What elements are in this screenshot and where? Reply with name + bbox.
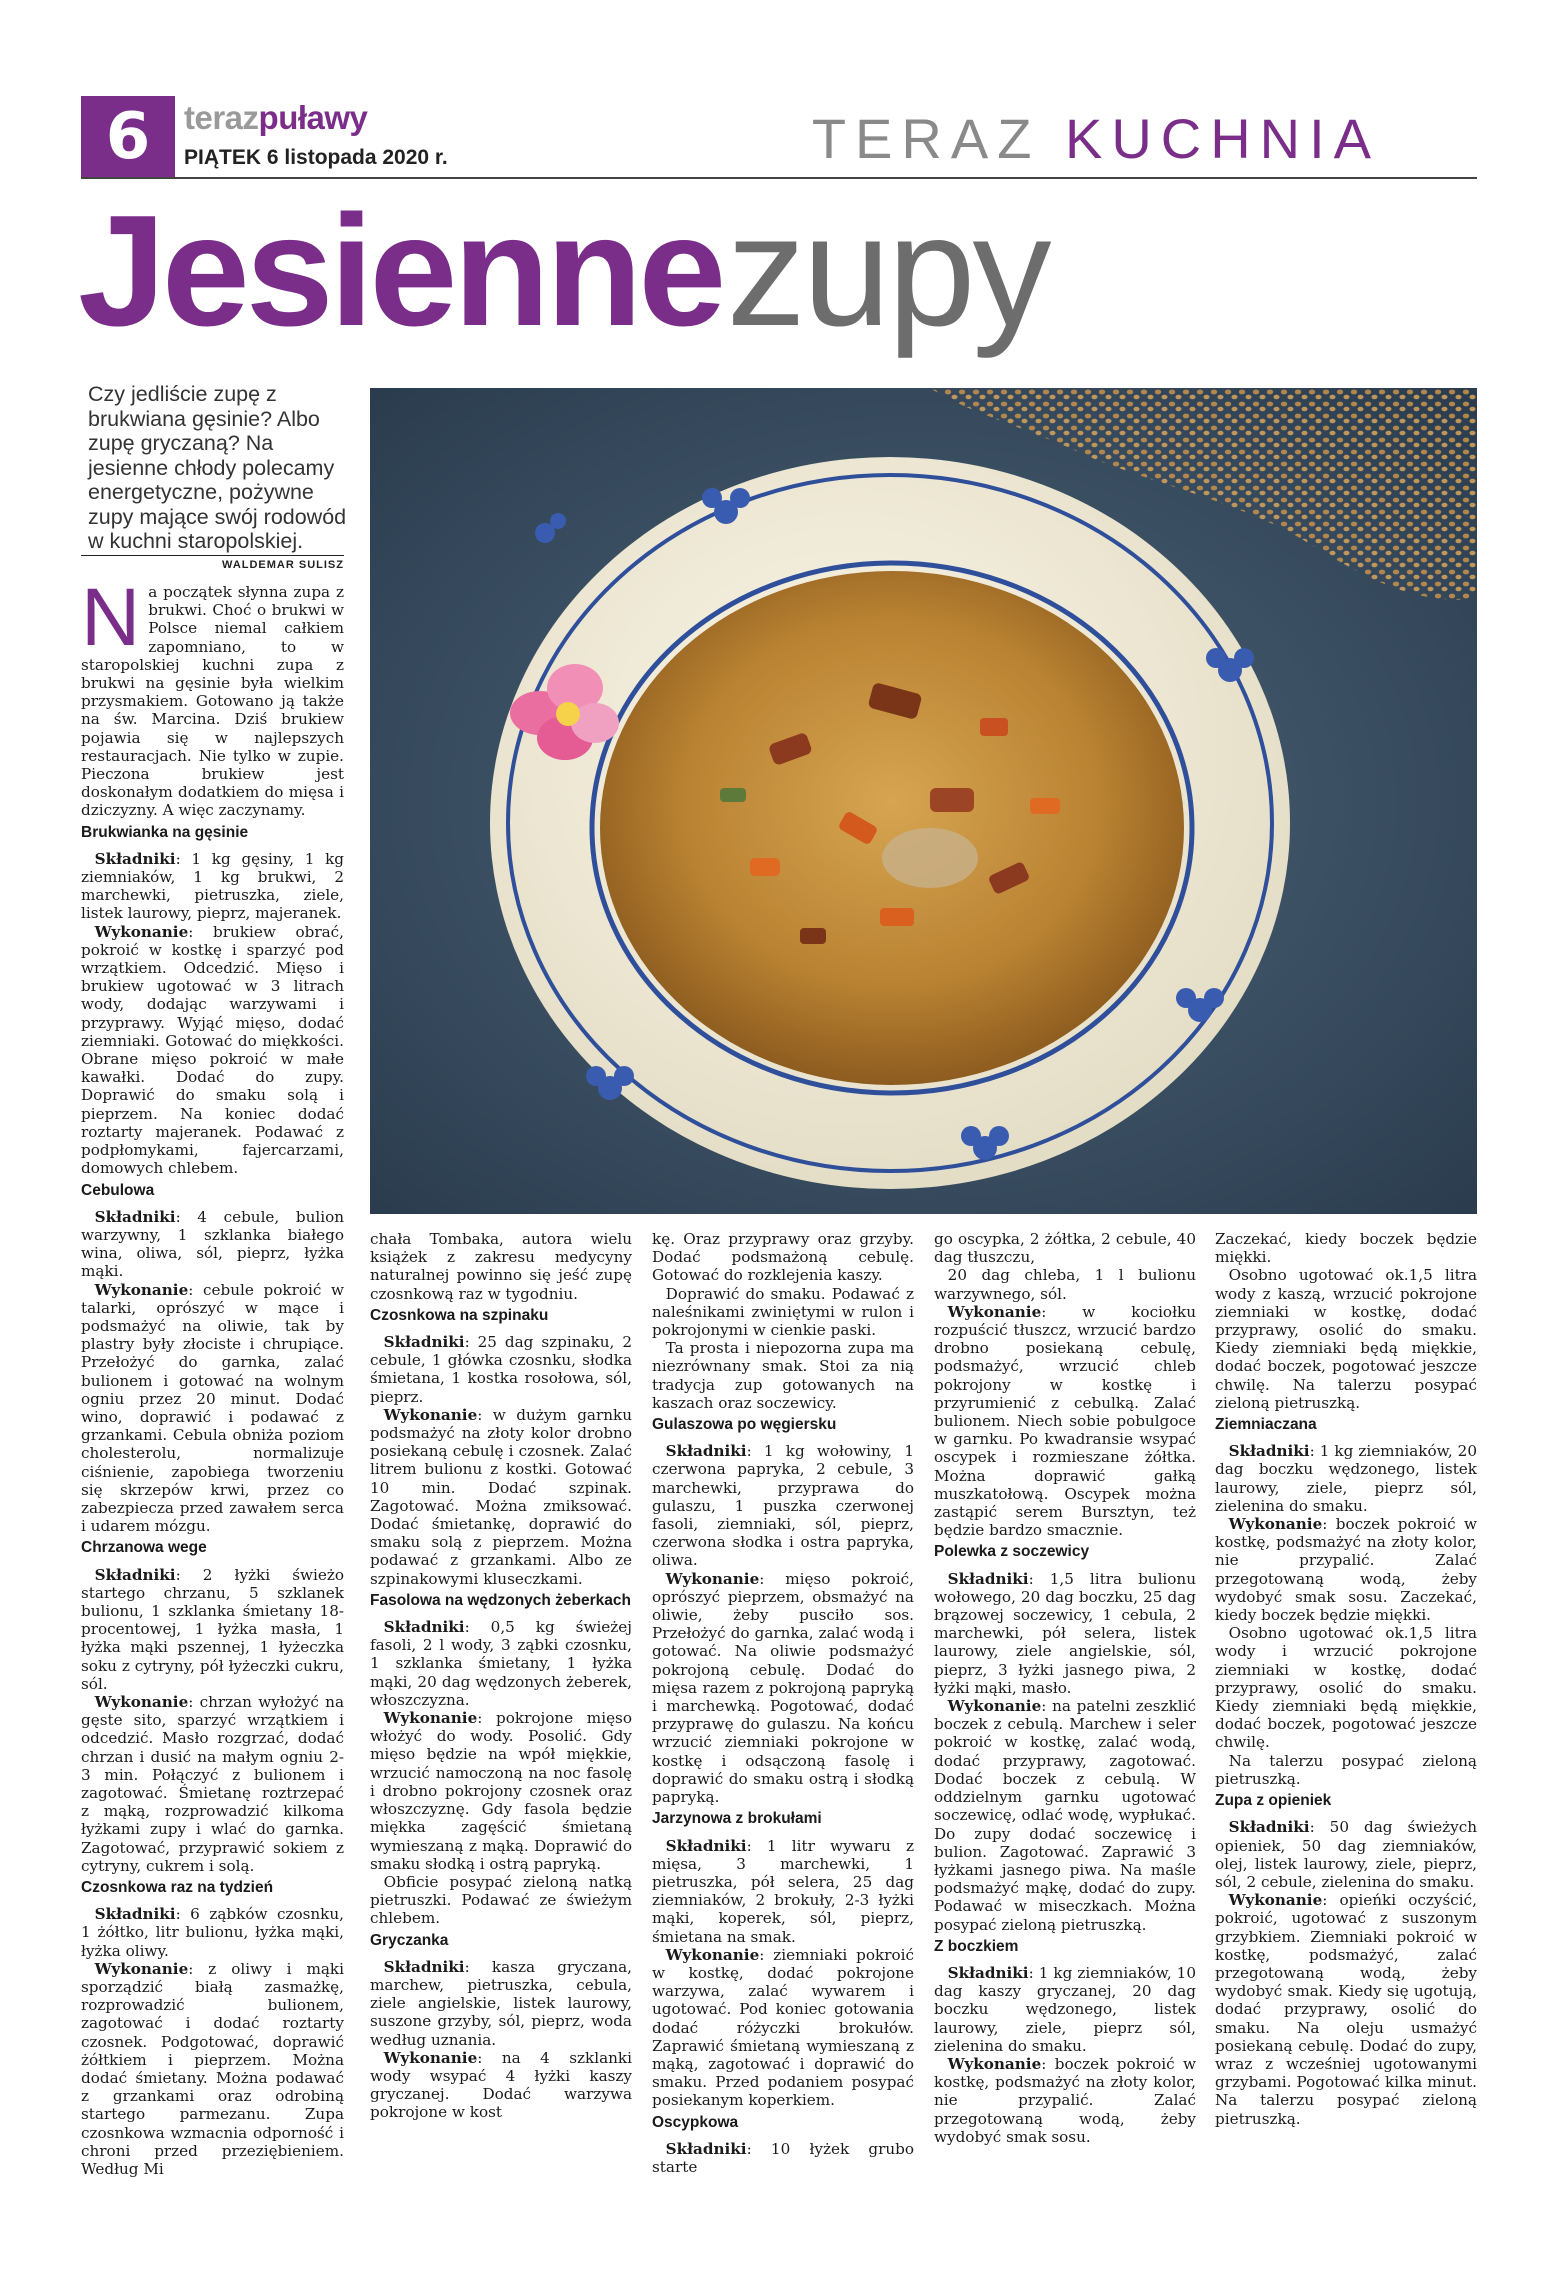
recipe-method	[934, 2055, 1196, 2146]
recipe-method	[81, 1960, 344, 2178]
method-text: : boczek pokroić w kostkę, podsmażyć na złoty kolor, nie przypalić. Zalać przegotowaną wodą, żeby wydobyć smak sosu. Zaczekać, kiedy boczek będzie miękki.	[1215, 1515, 1477, 1625]
label-method: Wykonanie	[665, 1945, 760, 1964]
ingredients-text: : 6 ząbków czosnku, 1 żółtko, litr bulionu, łyżka mąki, łyżka oliwy.	[81, 1905, 344, 1960]
method-text: : chrzan wyłożyć na gęste sito, sparzyć wrzątkiem i odcedzić. Masło rozgrzać, dodać chrzan i dusić na małym ogniu 2-3 min. Połączyć z bulionem i zagotować. Śmietanę roztrzepać z mąką, rozprowadzić kilkoma łyżkami zupy i wlać do garnka. Zagotować, przyprawić sokiem z cytryny, cukrem i solą.	[81, 1692, 344, 1875]
label-ingredients: Składniki	[1228, 1442, 1310, 1461]
ingredients-text: : 50 dag świeżych opieniek, 50 dag ziemniaków, olej, listek laurowy, ziele, pieprz, sól, 2 cebule, zielenina do smaku.	[1215, 1818, 1477, 1891]
ingredients-continued: 20 dag chleba, 1 l bulionu warzywnego, sól.	[934, 1266, 1196, 1303]
label-ingredients: Składniki	[94, 1565, 176, 1584]
recipe-note: Doprawić do smaku. Podawać z naleśnikami zwiniętymi w rulon i pokrojonymi w cienkie paski.	[652, 1284, 914, 1340]
method-text: : boczek pokroić w kostkę, podsmażyć na złoty kolor, nie przypalić. Zalać przegotowaną wodą, żeby wydobyć smak sosu.	[934, 2054, 1196, 2146]
label-ingredients: Składniki	[665, 1836, 747, 1855]
label-method: Wykonanie	[1228, 1515, 1323, 1534]
lead-paragraph: Czy jedliście zupę z brukwiana gęsinie? Albo zupę gryczaną? Na jesienne chłody polecamy energetyczne, pożywne zupy mające swój rodowód w kuchni staropolskiej.	[88, 382, 347, 553]
method-text: : w dużym garnku podsmażyć na złoty kolor drobno posiekaną cebulę i czosnek. Zalać litrem bulionu z kostki. Gotować 10 min. Dodać szpinak. Zagotować. Można zmiksować. Dodać śmietankę, doprawić do smaku solą z pieprzem. Można podawać z grzankami. Albo ze szpinakowymi kluseczkami.	[370, 1405, 632, 1588]
recipe-ingredients	[370, 1958, 632, 2049]
ingredients-text: : 4 cebule, bulion warzywny, 1 szklanka białego wina, oliwa, sól, pieprz, łyżka mąki.	[81, 1207, 344, 1281]
recipe-note: Obficie posypać zieloną natką pietruszki. Podawać ze świeżym chlebem.	[370, 1872, 632, 1928]
recipe-title-ziemniaczana: Ziemniaczana	[1215, 1416, 1317, 1434]
recipe-note: Ta prosta i niepozorna zupa ma niezrównany smak. Stoi za nią tradycja zup gotowanych na kaszach oraz soczewicy.	[652, 1339, 914, 1412]
article-column-1	[81, 572, 344, 2179]
recipe-method	[1215, 1891, 1477, 2128]
label-method: Wykonanie	[947, 1302, 1042, 1321]
label-ingredients: Składniki	[94, 849, 176, 868]
recipe-method	[652, 1570, 914, 1807]
headline-word-2: zupy	[726, 183, 1049, 359]
label-ingredients: Składniki	[383, 1957, 465, 1976]
method-text: : z oliwy i mąki sporządzić białą zasmażkę, rozprowadzić bulionem, zagotować i dodać roztarty czosnek. Podgotować, doprawić żółtkiem i pieprzem. Można dodać śmietany. Można podawać z grzankami oraz odrobiną startego parmezanu. Zupa czosnkowa wzmacnia odporność i chroni przed przeziębieniem. Według Mi	[81, 1959, 344, 2179]
label-method: Wykonanie	[1228, 1891, 1323, 1910]
drop-cap: N	[81, 572, 141, 663]
method-text: : cebule pokroić w talarki, oprószyć w mące i podsmażyć na oliwie, tak by plastry były złociste i chrupiące. Przełożyć do garnka, zalać bulionem i gotować na wolnym ogniu przez 20 minut. Dodać wino, doprawić i podawać z grzankami. Cebula obniża poziom cholesterolu, normalizuje ciśnienie, zapobiega tworzeniu się skrzepów krwi, przez co zabezpiecza przed zawałem serca i udarem mózgu.	[81, 1280, 344, 1536]
ingredients-text: : 0,5 kg świeżej fasoli, 2 l wody, 3 ząbki czosnku, 1 szklanka śmietany, 1 łyżka mąki, 20 dag wędzonych żeberek, włoszczyzna.	[370, 1618, 632, 1709]
recipe-method	[81, 1693, 344, 1875]
method-continued: Zaczekać, kiedy boczek będzie miękki.	[1215, 1230, 1477, 1267]
label-method: Wykonanie	[94, 922, 189, 941]
recipe-method	[81, 1281, 344, 1536]
page-number: 6	[81, 96, 175, 178]
article-intro	[81, 572, 344, 820]
label-ingredients: Składniki	[665, 1442, 747, 1461]
recipe-title-chrzanowa: Chrzanowa wege	[81, 1539, 207, 1557]
label-method: Wykonanie	[383, 1709, 478, 1728]
recipe-title-fasolowa: Fasolowa na wędzonych żeberkach	[370, 1591, 631, 1609]
ingredients-continued: go oscypka, 2 żółtka, 2 cebule, 40 dag tłuszczu,	[934, 1230, 1196, 1267]
article-column-4	[934, 1230, 1196, 2146]
recipe-method	[1215, 1515, 1477, 1624]
label-ingredients: Składniki	[94, 1207, 176, 1226]
lead-divider	[81, 555, 344, 556]
recipe-title-z-boczkiem: Z boczkiem	[934, 1937, 1019, 1955]
ingredients-text: : 1 litr wywaru z mięsa, 3 marchewki, 1 pietruszka, pół selera, 25 dag ziemniaków, 2 brokuły, 2-3 łyżki mąki, koperek, sól, pieprz, śmietana na smak.	[652, 1836, 914, 1946]
article-column-2	[370, 1230, 632, 2122]
method-text: : opieńki oczyścić, pokroić, ugotować z suszonym grzybkiem. Ziemniaki pokroić w kostkę, podsmażyć, zalać przegotowaną wodą, żeby wydobyć smak. Kiedy się ugotują, dodać przyprawy, osolić do smaku. Na oleju usmażyć posiekaną cebulę. Dodać do zupy, wraz z wcześniej ugotowanymi grzybami. Pogotować kilka minut. Na talerzu posypać zieloną pietruszką.	[1215, 1891, 1477, 2128]
recipe-ingredients	[81, 850, 344, 923]
intro-text: a początek słynna zupa z brukwi. Choć o brukwi w Polsce niemal całkiem zapomniano, to w staropolskiej kuchni zupa z brukwi na gęsinie była wielkim przysmakiem. Gotowano ją także na św. Marcina. Dziś brukiew pojawia się w najlepszych restauracjach. Nie tylko w zupie. Pieczona brukiew jest doskonałym dodatkiem do mięsa i dziczyzny. A więc zaczynamy.	[81, 583, 344, 820]
method-continued: chała Tombaka, autora wielu książek z zakresu medycyny naturalnej powinno się jeść zupę czosnkową raz w tygodniu.	[370, 1230, 632, 1303]
label-ingredients: Składniki	[1228, 1818, 1310, 1837]
soup	[600, 571, 1184, 1085]
ingredients-text: : 10 łyżek grubo starte	[652, 2139, 914, 2176]
label-ingredients: Składniki	[383, 1618, 465, 1637]
ingredients-text: : 1,5 litra bulionu wołowego, 20 dag boczku, 25 dag brązowej soczewicy, 1 cebula, 2 marchewki, pół selera, listek laurowy, ziele angielskie, sól, pieprz, 3 łyżki jasnego piwa, 2 łyżki mąki, masło.	[934, 1569, 1196, 1697]
label-method: Wykonanie	[947, 2054, 1042, 2073]
method-text: : mięso pokroić, oprószyć pieprzem, obsmażyć na oliwie, żeby pusciło sos. Przełożyć do garnka, zalać wodą i gotować. Na oliwie podsmażyć pokrojoną cebulę. Dodać do mięsa razem z pokrojoną papryką i marchewką. Pogotować, dodać przyprawę do gulaszu. Na końcu wrzucić ziemniaki pokrojone w kostkę i odsączoną fasolę i doprawić do smaku ostrą i słodką papryką.	[652, 1569, 914, 1807]
recipe-title-brukwianka: Brukwianka na gęsinie	[81, 823, 249, 841]
recipe-method	[934, 1303, 1196, 1540]
method-continued: kę. Oraz przyprawy oraz grzyby. Dodać podsmażoną cebulę. Gotować do rozklejenia kaszy.	[652, 1230, 914, 1285]
ingredients-text: : kasza gryczana, marchew, pietruszka, cebula, ziele angielskie, listek laurowy, suszone grzyby, sól, pieprz, woda według uznania.	[370, 1957, 632, 2049]
publication-logo	[184, 99, 367, 137]
label-method: Wykonanie	[383, 1405, 478, 1424]
recipe-ingredients	[370, 1618, 632, 1709]
ingredients-text: : 25 dag szpinaku, 2 cebule, 1 główka czosnku, słodka śmietana, 1 kostka rosołowa, sól, pieprz.	[370, 1333, 632, 1406]
recipe-method	[370, 2049, 632, 2122]
recipe-note: Osobno ugotować ok.1,5 litra wody z kaszą, wrzucić pokrojone ziemniaki w kostkę, dodać przyprawy, osolić do smaku. Kiedy ziemniaki będą miękkie, dodać boczek, pogotować jeszcze chwilę. Na talerzu posypać zieloną pietruszką.	[1215, 1266, 1477, 1412]
label-ingredients: Składniki	[383, 1333, 465, 1352]
headline-word-1: Jesienne	[78, 183, 723, 359]
recipe-method	[370, 1709, 632, 1873]
article-column-3	[652, 1230, 914, 2176]
label-method: Wykonanie	[94, 1280, 189, 1299]
label-method: Wykonanie	[665, 1569, 760, 1588]
recipe-ingredients	[1215, 1442, 1477, 1515]
section-part-2: KUCHNIA	[1064, 107, 1380, 170]
recipe-ingredients	[934, 1570, 1196, 1697]
recipe-note: Na talerzu posypać zieloną pietruszką.	[1215, 1751, 1477, 1788]
ingredients-text: : 1 kg ziemniaków, 10 dag kaszy gryczanej, 20 dag boczku wędzonego, listek laurowy, ziele, pieprz sól, zielenina do smaku.	[934, 1963, 1196, 2055]
recipe-ingredients	[81, 1566, 344, 1693]
label-ingredients: Składniki	[94, 1905, 176, 1924]
publication-date: PIĄTEK 6 listopada 2020 r.	[184, 146, 448, 169]
label-method: Wykonanie	[94, 1959, 189, 1978]
label-method: Wykonanie	[947, 1697, 1042, 1716]
method-text: : w kociołku rozpuścić tłuszcz, wrzucić bardzo drobno posiekaną cebulę, podsmażyć, wrzucić chleb pokrojony w kostkę i przyrumienić z cebulką. Zalać bulionem. Niech sobie pobulgoce w garnku. Po kwadransie wsypać oscypek i rozmieszane żółtka. Można doprawić gałką muszkatołową. Oscypek można zastąpić serem Bursztyn, też będzie bardzo smacznie.	[934, 1302, 1196, 1540]
recipe-ingredients	[934, 1964, 1196, 2055]
method-text: : brukiew obrać, pokroić w kostkę i sparzyć pod wrzątkiem. Odcedzić. Mięso i brukiew ugotować w 3 litrach wody, dodając warzywami i przyprawy. Wyjąć mięso, dodać ziemniaki. Gotować do miękkości. Obrane mięso pokroić w małe kawałki. Dodać do zupy. Doprawić do smaku solą i pieprzem. Na koniec dodać roztarty majeranek. Podawać z podpłomykami, fajercarzami, domowych chlebem.	[81, 922, 344, 1178]
section-title	[812, 106, 1380, 171]
recipe-ingredients	[652, 1442, 914, 1569]
label-method: Wykonanie	[383, 2048, 478, 2067]
recipe-title-opienki: Zupa z opieniek	[1215, 1792, 1332, 1810]
header-divider	[81, 177, 1477, 179]
recipe-method	[81, 923, 344, 1178]
recipe-method	[934, 1697, 1196, 1934]
label-ingredients: Składniki	[947, 1569, 1029, 1588]
brand-part-1: teraz	[184, 99, 259, 136]
recipe-ingredients	[81, 1208, 344, 1281]
section-part-1: TERAZ	[811, 107, 1041, 170]
ingredients-text: : 2 łyżki świeżo startego chrzanu, 5 szklanek bulionu, 1 szklanka śmietany 18-procentowej, 1 łyżka masła, 1 łyżka mąki pszennej, 1 łyżeczka soku z cytryny, pół łyżeczki cukru, sól.	[81, 1565, 344, 1693]
recipe-title-cebulowa: Cebulowa	[81, 1181, 155, 1199]
method-text: : na 4 szklanki wody wsypać 4 łyżki kaszy gryczanej. Dodać warzywa pokrojone w kost	[370, 2048, 632, 2122]
article-column-5	[1215, 1230, 1477, 2128]
recipe-title-polewka: Polewka z soczewicy	[934, 1543, 1090, 1561]
recipe-ingredients	[81, 1905, 344, 1960]
label-method: Wykonanie	[94, 1692, 189, 1711]
label-ingredients: Składniki	[947, 1963, 1029, 1982]
recipe-ingredients	[652, 2140, 914, 2176]
recipe-title-gryczanka: Gryczanka	[370, 1931, 449, 1949]
ingredients-text: : 1 kg wołowiny, 1 czerwona papryka, 2 cebule, 3 marchewki, przyprawa do gulaszu, 1 puszka czerwonej fasoli, ziemniaki, sól, pieprz, czerwona słodka i ostra papryka, oliwa.	[652, 1442, 914, 1570]
ingredients-text: : 1 kg ziemniaków, 20 dag boczku wędzonego, listek laurowy, ziele, pieprz sól, zielenina do smaku.	[1215, 1442, 1477, 1515]
soup-photo	[370, 388, 1477, 1214]
brand-part-2: puławy	[258, 99, 368, 136]
ingredients-text: : 1 kg gęsiny, 1 kg ziemniaków, 1 kg brukwi, 2 marchewki, pietruszka, ziele, listek laurowy, pieprz, majeranek.	[81, 849, 344, 923]
recipe-title-gulaszowa: Gulaszowa po węgiersku	[652, 1416, 837, 1434]
recipe-note: Osobno ugotować ok.1,5 litra wody i wrzucić pokrojone ziemniaki w kostkę, dodać przyprawy, osolić do smaku. Kiedy ziemniaki będą miękkie, dodać boczek, pogotować jeszcze chwilę.	[1215, 1624, 1477, 1752]
recipe-method	[652, 1946, 914, 2110]
author-byline: WALDEMAR SULISZ	[222, 559, 344, 571]
recipe-title-czosnkowa-tydzien: Czosnkowa raz na tydzień	[81, 1879, 274, 1897]
recipe-ingredients	[1215, 1818, 1477, 1891]
headline	[78, 183, 1049, 359]
recipe-method	[370, 1406, 632, 1588]
method-text: : pokrojone mięso włożyć do wody. Posolić. Gdy mięso będzie na wpół miękkie, wrzucić namoczoną na noc fasolę i drobno pokrojony czosnek oraz włoszczyznę. Gdy fasola będzie miękka zagęścić śmietaną wymieszaną z mąką. Doprawić do smaku słodką i ostrą papryką.	[370, 1709, 632, 1873]
recipe-ingredients	[370, 1333, 632, 1406]
method-text: : na patelni zeszklić boczek z cebulą. Marchew i seler pokroić w kostkę, zalać wodą, dodać przyprawy, zagotować. Dodać boczek z cebulą. W oddzielnym garnku ugotować soczewicę, odlać wodę, wypłukać. Do zupy dodać soczewicę i bulion. Zagotować. Zaprawić 3 łyżkami jasnego piwa. Na maśle podsmażyć mąkę, dodać do zupy. Podawać w miseczkach. Można posypać zieloną pietruszką.	[934, 1697, 1196, 1934]
recipe-title-czosnkowa-szpinaku: Czosnkowa na szpinaku	[370, 1306, 549, 1324]
recipe-title-oscypkowa: Oscypkowa	[652, 2113, 739, 2131]
method-text: : ziemniaki pokroić w kostkę, dodać pokrojone warzywa, zalać wywarem i ugotować. Pod koniec gotowania dodać różyczki brokułów. Zaprawić śmietaną wymieszaną z mąką, zagotować i doprawić do smaku. Przed podaniem posypać posiekanym koperkiem.	[652, 1945, 914, 2110]
recipe-title-jarzynowa: Jarzynowa z brokułami	[652, 1810, 822, 1828]
label-ingredients: Składniki	[665, 2139, 747, 2158]
recipe-ingredients	[652, 1837, 914, 1946]
